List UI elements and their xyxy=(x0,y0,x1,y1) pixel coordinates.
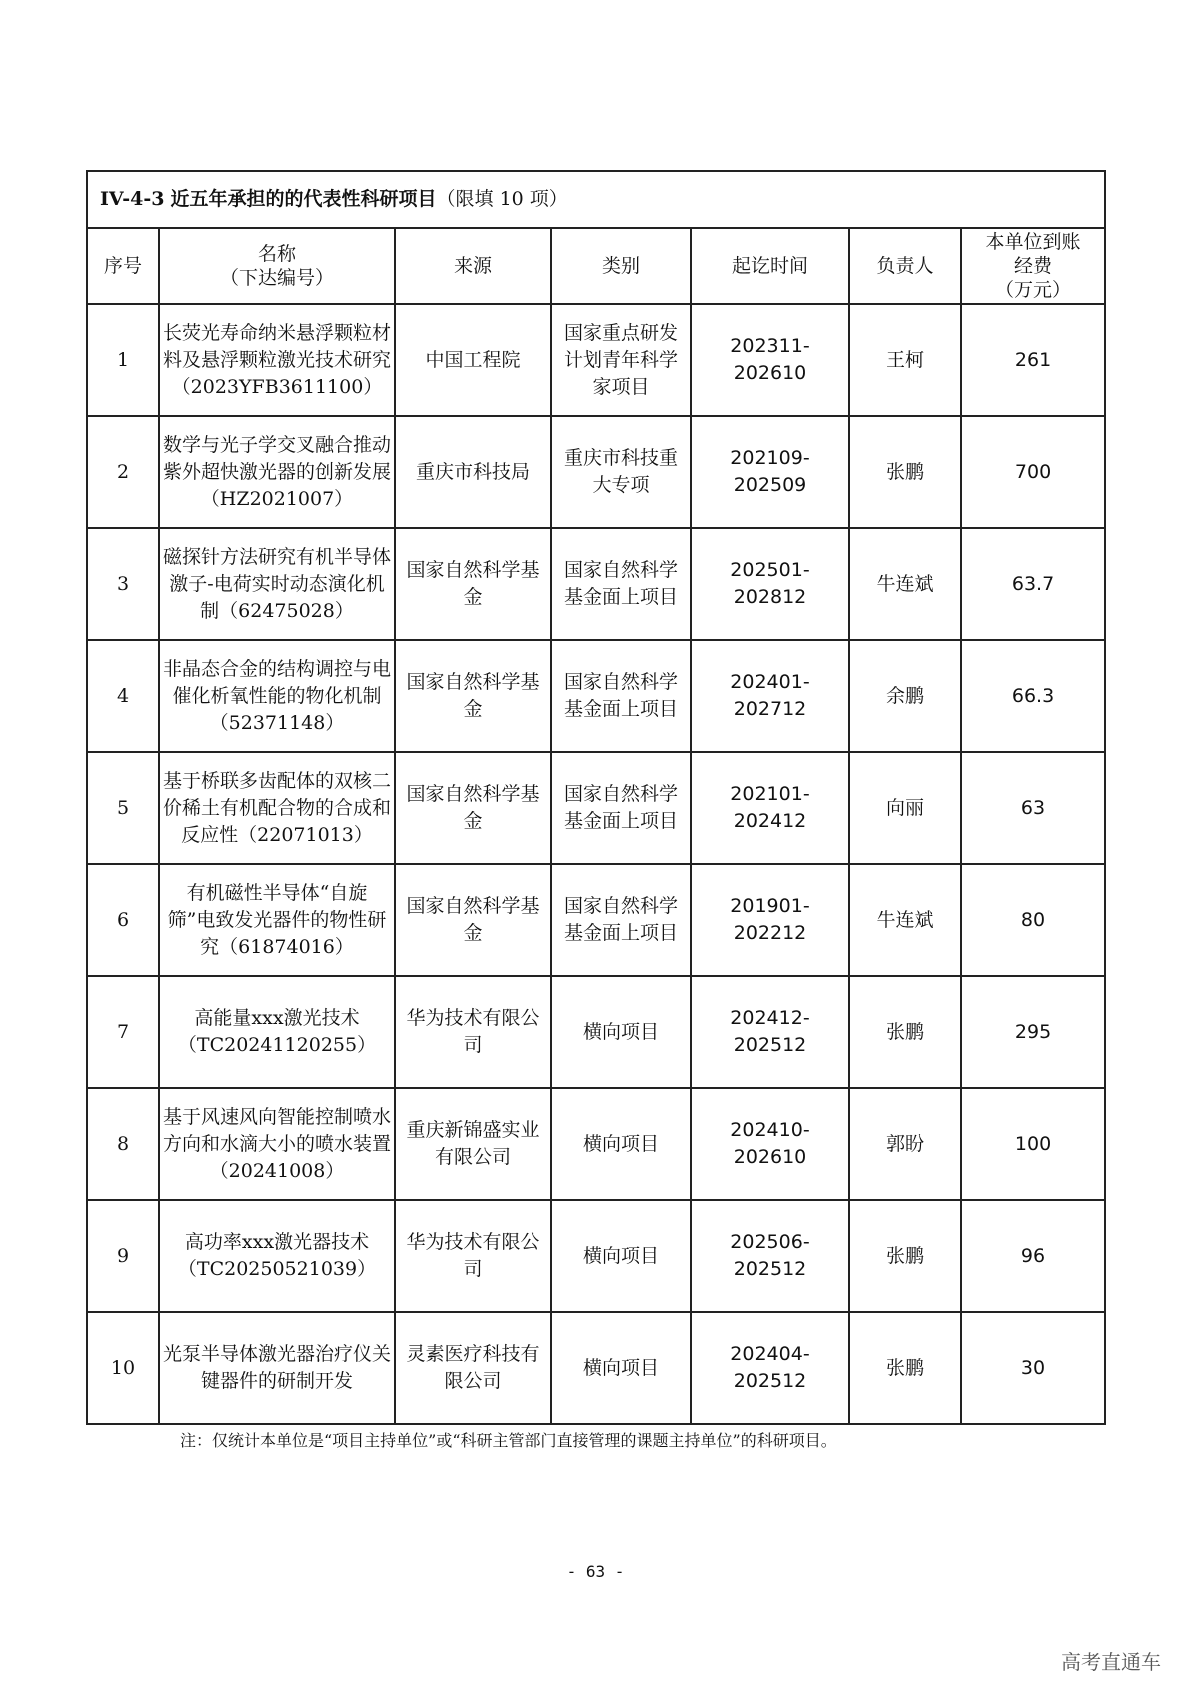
row-period: 202412-202512 xyxy=(691,976,849,1088)
row-source: 灵素医疗科技有限公司 xyxy=(395,1312,551,1424)
row-name: 非晶态合金的结构调控与电催化析氧性能的物化机制（52371148） xyxy=(159,640,395,752)
row-seq: 5 xyxy=(87,752,159,864)
header-source: 来源 xyxy=(395,228,551,304)
row-name: 基于桥联多齿配体的双核二价稀土有机配合物的合成和反应性（22071013） xyxy=(159,752,395,864)
row-period: 202401-202712 xyxy=(691,640,849,752)
row-source: 国家自然科学基金 xyxy=(395,528,551,640)
row-funding: 30 xyxy=(961,1312,1105,1424)
row-period: 202501-202812 xyxy=(691,528,849,640)
row-name: 长荧光寿命纳米悬浮颗粒材料及悬浮颗粒激光技术研究（2023YFB3611100） xyxy=(159,304,395,416)
row-funding: 100 xyxy=(961,1088,1105,1200)
row-category: 横向项目 xyxy=(551,976,691,1088)
row-seq: 2 xyxy=(87,416,159,528)
row-name: 光泵半导体激光器治疗仪关键器件的研制开发 xyxy=(159,1312,395,1424)
row-source: 重庆新锦盛实业有限公司 xyxy=(395,1088,551,1200)
table-row xyxy=(87,864,1105,976)
row-name: 基于风速风向智能控制喷水方向和水滴大小的喷水装置（20241008） xyxy=(159,1088,395,1200)
row-category: 国家自然科学基金面上项目 xyxy=(551,640,691,752)
row-seq: 1 xyxy=(87,304,159,416)
row-period: 202101-202412 xyxy=(691,752,849,864)
row-leader: 王柯 xyxy=(849,304,961,416)
row-period: 202109-202509 xyxy=(691,416,849,528)
row-seq: 8 xyxy=(87,1088,159,1200)
header-funding xyxy=(961,228,1105,304)
row-seq: 4 xyxy=(87,640,159,752)
table-row xyxy=(87,752,1105,864)
row-funding: 63 xyxy=(961,752,1105,864)
row-funding: 63.7 xyxy=(961,528,1105,640)
row-leader: 余鹏 xyxy=(849,640,961,752)
header-funding-line3: （万元） xyxy=(995,279,1072,301)
row-source: 华为技术有限公司 xyxy=(395,1200,551,1312)
row-category: 横向项目 xyxy=(551,1200,691,1312)
row-name: 磁探针方法研究有机半导体激子-电荷实时动态演化机制（62475028） xyxy=(159,528,395,640)
row-period: 202506-202512 xyxy=(691,1200,849,1312)
table-row xyxy=(87,1312,1105,1424)
header-funding-line2: 经费 xyxy=(1014,255,1053,277)
table-title-text: 近五年承担的的代表性科研项目 xyxy=(170,188,437,210)
row-source: 国家自然科学基金 xyxy=(395,752,551,864)
table-title-note: （限填 10 项） xyxy=(436,188,568,210)
row-category: 国家自然科学基金面上项目 xyxy=(551,528,691,640)
row-category: 重庆市科技重大专项 xyxy=(551,416,691,528)
row-leader: 向丽 xyxy=(849,752,961,864)
row-seq: 9 xyxy=(87,1200,159,1312)
row-period: 202404-202512 xyxy=(691,1312,849,1424)
page-number: - 63 - xyxy=(566,1562,625,1581)
row-category: 国家重点研发计划青年科学家项目 xyxy=(551,304,691,416)
table-row xyxy=(87,416,1105,528)
table-title-code: IV-4-3 xyxy=(100,188,165,210)
research-projects-table xyxy=(86,170,1106,1425)
footnote: 注：仅统计本单位是“项目主持单位”或“科研主管部门直接管理的课题主持单位”的科研项目。 xyxy=(180,1431,837,1450)
row-funding: 700 xyxy=(961,416,1105,528)
row-leader: 牛连斌 xyxy=(849,528,961,640)
row-funding: 66.3 xyxy=(961,640,1105,752)
row-funding: 261 xyxy=(961,304,1105,416)
header-funding-line1: 本单位到账 xyxy=(985,231,1081,253)
table-row xyxy=(87,1088,1105,1200)
row-seq: 6 xyxy=(87,864,159,976)
row-period: 202311-202610 xyxy=(691,304,849,416)
row-leader: 牛连斌 xyxy=(849,864,961,976)
row-leader: 张鹏 xyxy=(849,1200,961,1312)
table-row xyxy=(87,640,1105,752)
row-leader: 张鹏 xyxy=(849,416,961,528)
row-source: 国家自然科学基金 xyxy=(395,640,551,752)
table-row xyxy=(87,528,1105,640)
row-period: 202410-202610 xyxy=(691,1088,849,1200)
row-source: 国家自然科学基金 xyxy=(395,864,551,976)
row-leader: 郭盼 xyxy=(849,1088,961,1200)
header-period: 起讫时间 xyxy=(691,228,849,304)
header-seq: 序号 xyxy=(87,228,159,304)
table-row xyxy=(87,1200,1105,1312)
header-name-line1: 名称 xyxy=(257,243,296,265)
row-category: 国家自然科学基金面上项目 xyxy=(551,752,691,864)
row-category: 横向项目 xyxy=(551,1312,691,1424)
table-title xyxy=(87,171,1105,228)
header-category: 类别 xyxy=(551,228,691,304)
watermark-text: 高考直通车 xyxy=(1061,1650,1161,1674)
row-seq: 10 xyxy=(87,1312,159,1424)
row-funding: 80 xyxy=(961,864,1105,976)
row-period: 201901-202212 xyxy=(691,864,849,976)
row-leader: 张鹏 xyxy=(849,1312,961,1424)
row-seq: 7 xyxy=(87,976,159,1088)
row-name: 高功率xxx激光器技术（TC20250521039） xyxy=(159,1200,395,1312)
row-funding: 295 xyxy=(961,976,1105,1088)
row-name: 高能量xxx激光技术（TC20241120255） xyxy=(159,976,395,1088)
row-name: 数学与光子学交叉融合推动紫外超快激光器的创新发展（HZ2021007） xyxy=(159,416,395,528)
table-row xyxy=(87,304,1105,416)
row-funding: 96 xyxy=(961,1200,1105,1312)
header-name-line2: （下达编号） xyxy=(219,267,334,289)
header-name xyxy=(159,228,395,304)
row-source: 中国工程院 xyxy=(395,304,551,416)
header-row xyxy=(87,228,1105,304)
row-seq: 3 xyxy=(87,528,159,640)
row-category: 国家自然科学基金面上项目 xyxy=(551,864,691,976)
row-leader: 张鹏 xyxy=(849,976,961,1088)
row-source: 重庆市科技局 xyxy=(395,416,551,528)
row-source: 华为技术有限公司 xyxy=(395,976,551,1088)
row-category: 横向项目 xyxy=(551,1088,691,1200)
header-leader: 负责人 xyxy=(849,228,961,304)
table-row xyxy=(87,976,1105,1088)
row-name: 有机磁性半导体“自旋筛”电致发光器件的物性研究（61874016） xyxy=(159,864,395,976)
